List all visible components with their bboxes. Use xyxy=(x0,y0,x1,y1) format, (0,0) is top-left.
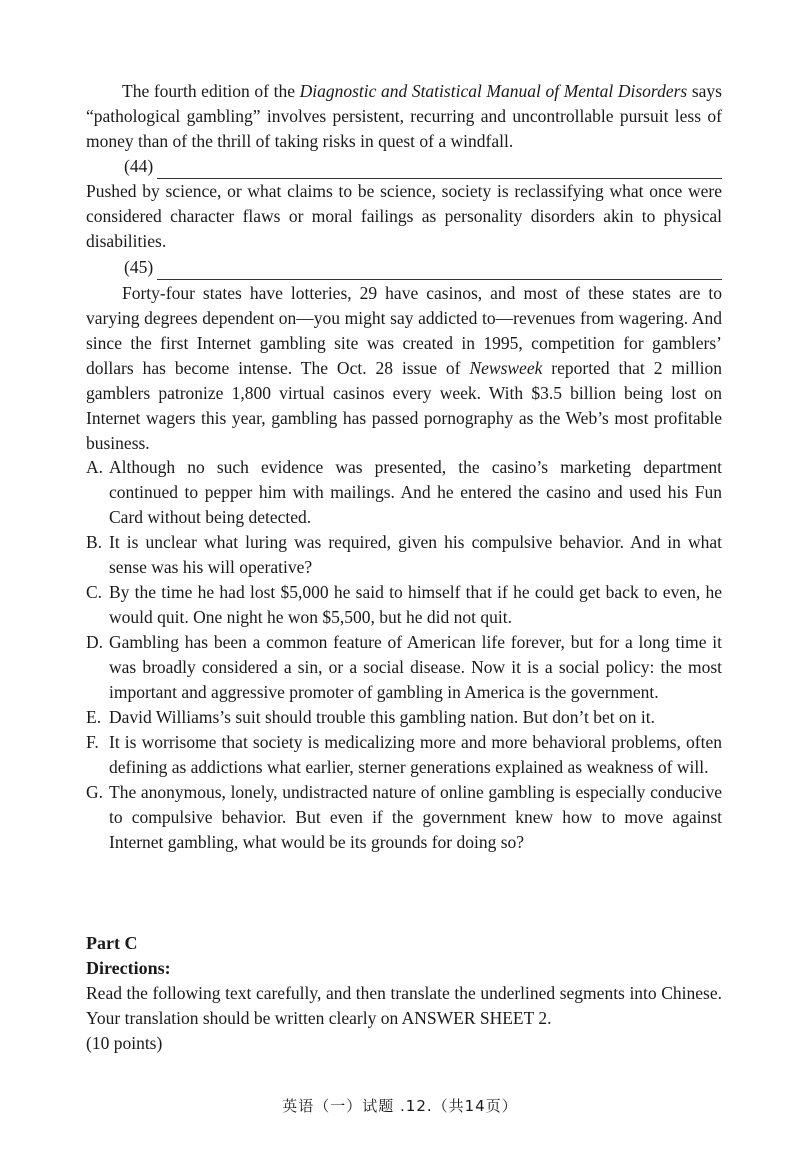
option-item xyxy=(86,780,722,855)
paragraph-text-part: The fourth edition of the xyxy=(122,81,300,101)
passage-paragraph-44 xyxy=(86,179,722,254)
option-text: Gambling has been a common feature of American life forever, but for a long time it was broadly considered a sin, or a social disease. Now it is a social policy: the most important and aggressive promoter of gambling in America is the government. xyxy=(109,632,722,702)
option-text: It is unclear what luring was required, given his compulsive behavior. And in what sense was his will operative? xyxy=(109,532,722,577)
option-text: David Williams’s suit should trouble this gambling nation. But don’t bet on it. xyxy=(109,707,655,727)
options-list xyxy=(86,455,722,855)
option-text: By the time he had lost $5,000 he said to himself that if he could get back to even, he would quit. One night he won $5,500, but he did not quit. xyxy=(109,582,722,627)
paragraph-text-part: says “pathological gambling” involves persistent, recurring and uncontrollable pursuit less of money than of the thrill of taking risks in quest of a windfall. xyxy=(86,81,722,151)
option-letter: C. xyxy=(86,582,103,602)
option-letter: D. xyxy=(86,632,104,652)
paragraph-text xyxy=(86,79,722,154)
option-text: Although no such evidence was presented, the casino’s marketing department continued to pepper him with mailings. And he entered the casino and used his Fun Card without being detected. xyxy=(109,457,722,527)
points-note: (10 points) xyxy=(86,1033,163,1053)
passage-paragraph-43 xyxy=(86,79,722,154)
directions-label: Directions: xyxy=(86,958,171,978)
blank-number: (45) xyxy=(124,257,154,277)
blank-number: (44) xyxy=(124,156,154,176)
blank-underline xyxy=(157,262,722,280)
section-title: Part C xyxy=(86,933,138,953)
option-item xyxy=(86,730,722,780)
answer-blank-45 xyxy=(86,255,722,280)
option-item xyxy=(86,705,722,730)
answer-blank-44 xyxy=(86,154,722,179)
option-letter: G. xyxy=(86,782,104,802)
blank-underline xyxy=(157,161,722,179)
directions-text: Read the following text carefully, and then translate the underlined segments into Chinese. Your translation should be written clearly on ANSWER SHEET 2. xyxy=(86,983,722,1028)
paragraph-text-part: Forty-four states have lotteries, 29 have casinos, and most of these states are to varying degrees dependent on—you might say addicted to—revenues from wagering. And since the first Internet gambling site was created in 1995, competition for gamblers’ dollars has become intense. The Oct. 28 issue of xyxy=(86,283,722,378)
magazine-title: Newsweek xyxy=(469,358,543,378)
option-letter: B. xyxy=(86,532,103,552)
option-letter: A. xyxy=(86,457,104,477)
paragraph-text: Pushed by science, or what claims to be science, society is reclassifying what once were considered character flaws or moral failings as personality disorders akin to physical disabilities. xyxy=(86,181,722,251)
paragraph-text-part: reported that 2 million gamblers patronize 1,800 virtual casinos every week. With $3.5 billion being lost on Internet wagers this year, gambling has passed pornography as the Web’s most profitable business. xyxy=(86,358,722,453)
option-letter: F. xyxy=(86,732,99,752)
passage-paragraph-45 xyxy=(86,281,722,456)
option-text: It is worrisome that society is medicalizing more and more behavioral problems, often defining as addictions what earlier, sterner generations explained as weakness of will. xyxy=(109,732,722,777)
option-item xyxy=(86,455,722,530)
part-c-section xyxy=(86,931,722,1056)
page-footer: 英语（一）试题 .12.（共14页） xyxy=(282,1097,518,1115)
paragraph-text xyxy=(86,281,722,456)
option-text: The anonymous, lonely, undistracted nature of online gambling is especially conducive to compulsive behavior. But even if the government knew how to move against Internet gambling, what would be its grounds for doing so? xyxy=(109,782,722,852)
option-item xyxy=(86,530,722,580)
option-item xyxy=(86,580,722,630)
option-item xyxy=(86,630,722,705)
book-title: Diagnostic and Statistical Manual of Mental Disorders xyxy=(299,81,688,101)
option-letter: E. xyxy=(86,707,102,727)
